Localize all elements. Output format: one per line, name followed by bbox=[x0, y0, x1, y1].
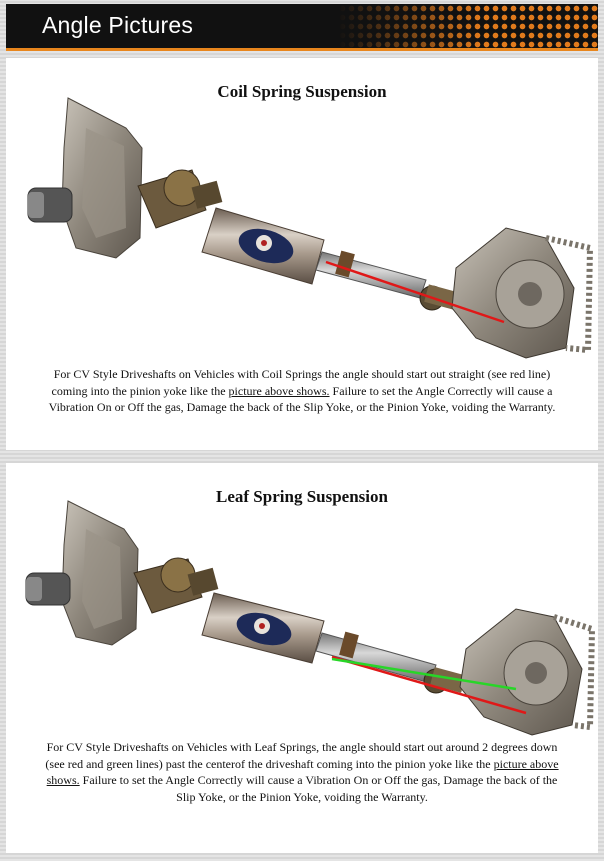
caption-text: Failure to set the Angle Correctly will cause a Vibration On or Off the gas, Damage the back of the Slip Yoke, or the Pinion Yoke, voiding the Warranty. bbox=[48, 383, 556, 414]
transfer-case bbox=[26, 501, 138, 645]
driveshaft-tube bbox=[202, 593, 324, 663]
header-dot-pattern bbox=[338, 4, 598, 48]
header-accent-stripe bbox=[6, 48, 598, 51]
cv-joint bbox=[134, 558, 218, 613]
transfer-case bbox=[28, 98, 142, 258]
driveshaft-tube bbox=[202, 208, 324, 284]
caption-text: For CV Style Driveshafts on Vehicles with Coil Springs the angle should start out straight (see red line) coming into the pinion yoke like the bbox=[51, 367, 551, 398]
caption-picture-link[interactable]: picture above shows. bbox=[46, 756, 559, 787]
panel-title: Coil Spring Suspension bbox=[217, 82, 387, 101]
leaf-spring-panel bbox=[6, 463, 598, 853]
differential-housing bbox=[452, 228, 590, 358]
page-title: Angle Pictures bbox=[42, 12, 194, 38]
cv-joint bbox=[138, 170, 222, 228]
page-header bbox=[6, 4, 598, 48]
panel-caption bbox=[6, 366, 598, 416]
panel-title: Leaf Spring Suspension bbox=[216, 487, 388, 506]
panel-caption bbox=[6, 739, 598, 805]
differential-housing bbox=[460, 609, 592, 735]
coil-spring-panel bbox=[6, 58, 598, 450]
coil-spring-driveshaft-image bbox=[6, 88, 598, 368]
leaf-spring-driveshaft-image bbox=[6, 489, 598, 739]
caption-text: Failure to set the Angle Correctly will cause a Vibration On or Off the gas, Damage the back of the Slip Yoke, or the Pinion Yoke, voiding the Warranty. bbox=[79, 773, 558, 804]
caption-picture-link[interactable]: picture above shows. bbox=[228, 383, 330, 398]
caption-text: For CV Style Driveshafts on Vehicles with Leaf Springs, the angle should start out around 2 degrees down (see red and green lines) past the centerof the driveshaft coming into the pinion yoke like the bbox=[45, 740, 558, 771]
